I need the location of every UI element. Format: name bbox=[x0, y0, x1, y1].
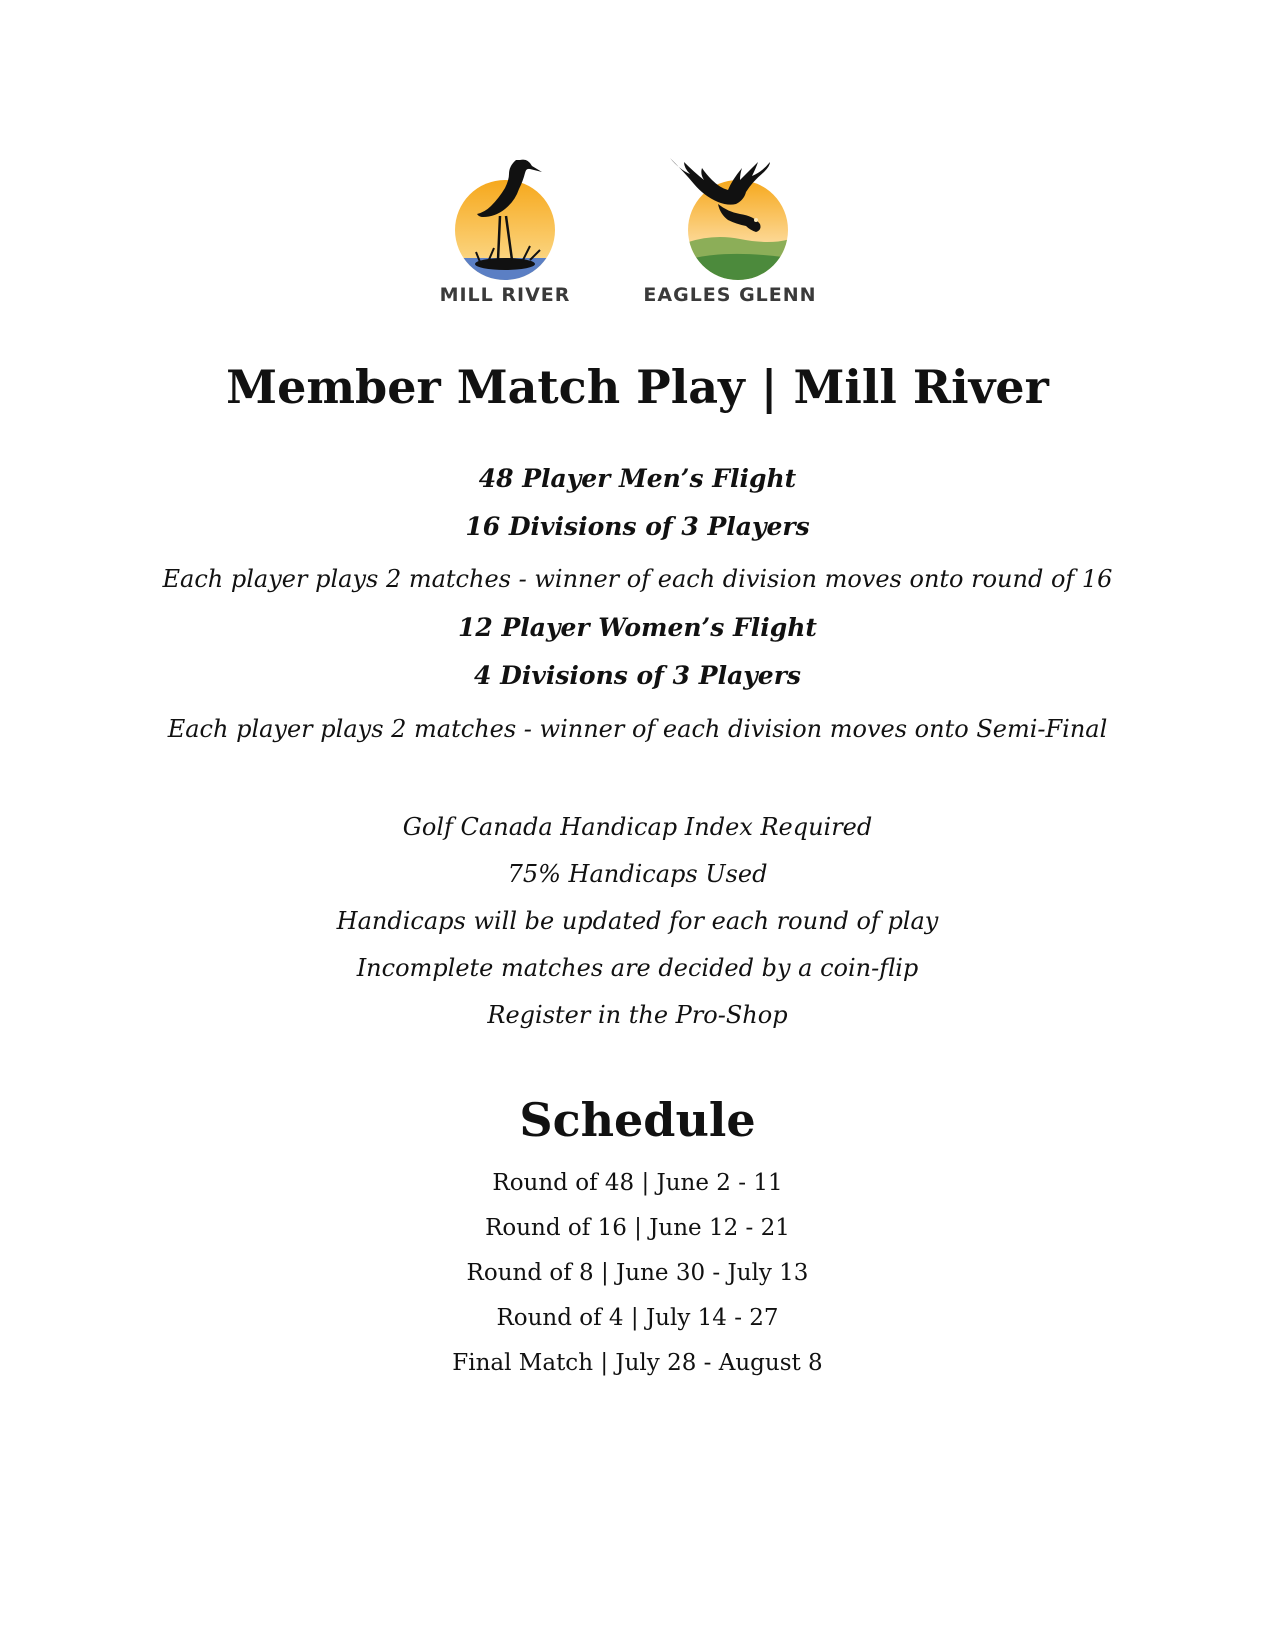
schedule-title: Schedule bbox=[519, 1093, 756, 1147]
eagles-glenn-logo bbox=[640, 150, 820, 306]
rule-item: Incomplete matches are decided by a coin-flip bbox=[356, 954, 919, 982]
eagles-glenn-logo-label: EAGLES GLENN bbox=[643, 284, 817, 306]
mens-flight-heading: 48 Player Men’s Flight bbox=[478, 464, 797, 493]
mill-river-logo bbox=[430, 150, 580, 306]
logos-row bbox=[0, 150, 1275, 330]
womens-description: Each player plays 2 matches - winner of each division moves onto Semi-Final bbox=[167, 715, 1108, 743]
rule-item: 75% Handicaps Used bbox=[507, 860, 768, 888]
womens-divisions: 4 Divisions of 3 Players bbox=[474, 661, 801, 690]
rule-item: Register in the Pro-Shop bbox=[487, 1001, 788, 1029]
mens-description: Each player plays 2 matches - winner of each division moves onto round of 16 bbox=[162, 565, 1113, 593]
heron-logo-icon bbox=[450, 150, 560, 280]
rule-item: Handicaps will be updated for each round of play bbox=[336, 907, 939, 935]
schedule-item: Final Match | July 28 - August 8 bbox=[452, 1350, 823, 1376]
mill-river-logo-label: MILL RIVER bbox=[439, 284, 571, 306]
schedule-item: Round of 16 | June 12 - 21 bbox=[485, 1215, 790, 1241]
womens-flight-heading: 12 Player Women’s Flight bbox=[458, 613, 817, 642]
schedule-item: Round of 4 | July 14 - 27 bbox=[496, 1305, 779, 1331]
rule-item: Golf Canada Handicap Index Required bbox=[402, 813, 873, 841]
eagle-logo-icon bbox=[660, 150, 800, 280]
schedule-item: Round of 8 | June 30 - July 13 bbox=[466, 1260, 809, 1286]
page-title: Member Match Play | Mill River bbox=[226, 360, 1049, 414]
mens-divisions: 16 Divisions of 3 Players bbox=[465, 512, 810, 541]
schedule-item: Round of 48 | June 2 - 11 bbox=[492, 1170, 783, 1196]
